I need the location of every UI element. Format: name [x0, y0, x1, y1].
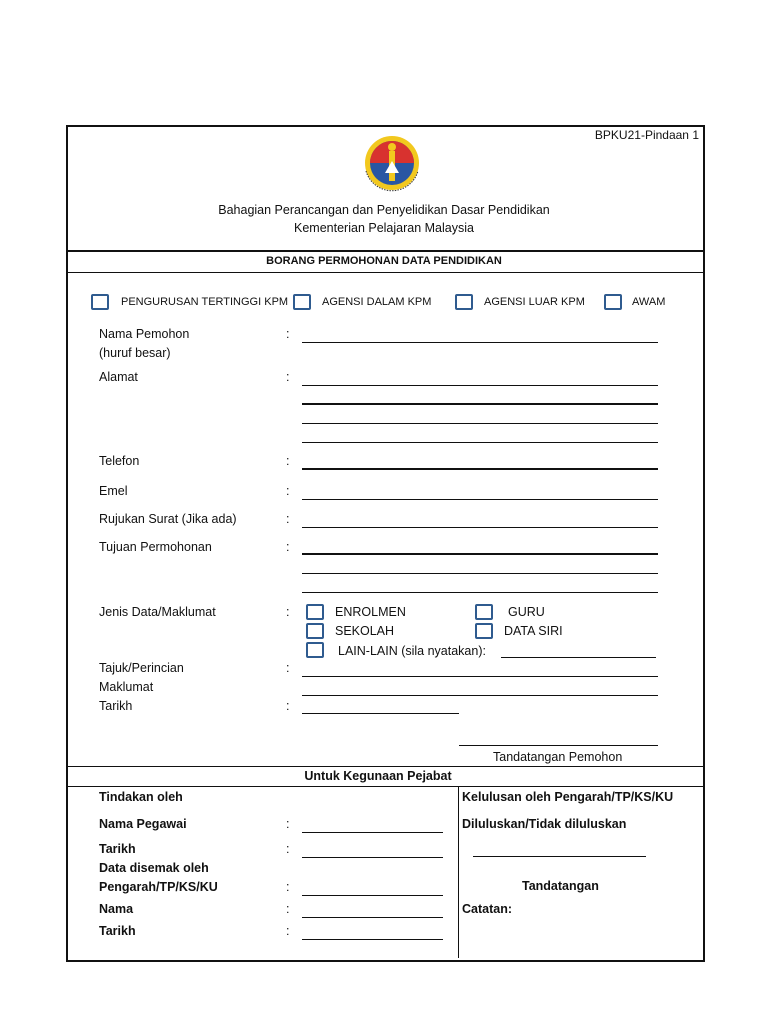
applicant-signature-label: Tandatangan Pemohon: [493, 750, 623, 764]
reference-label: Rujukan Surat (Jika ada): [99, 512, 237, 526]
data-type-sekolah-label: SEKOLAH: [335, 624, 395, 638]
name-input-line[interactable]: [302, 342, 658, 343]
purpose-label: Tujuan Permohonan: [99, 540, 212, 554]
notes-label: Catatan:: [462, 902, 513, 916]
address-input-line[interactable]: [302, 442, 658, 443]
checkbox-guru[interactable]: [475, 604, 493, 620]
divider: [66, 766, 703, 767]
office-column-divider: [458, 786, 459, 958]
divider: [66, 272, 703, 273]
detail-label: Maklumat: [99, 680, 154, 694]
form-title: BORANG PERMOHONAN DATA PENDIDIKAN: [266, 255, 502, 267]
email-label: Emel: [99, 484, 128, 498]
colon: :: [286, 370, 290, 384]
name-note: (huruf besar): [99, 346, 171, 360]
office-section-title: Untuk Kegunaan Pejabat: [304, 769, 452, 783]
approval-signature-label: Tandatangan: [522, 879, 599, 893]
name-label: Nama Pemohon: [99, 327, 190, 341]
ministry-name: Kementerian Pelajaran Malaysia: [294, 221, 474, 235]
divider: [66, 786, 703, 787]
action-by-label: Tindakan oleh: [99, 790, 183, 804]
signature-line[interactable]: [459, 745, 658, 746]
checked-by-input-line[interactable]: [302, 895, 443, 896]
office-name-input-line[interactable]: [302, 917, 443, 918]
colon: :: [286, 880, 290, 894]
approval-status-label: Diluluskan/Tidak diluluskan: [462, 817, 627, 831]
colon: :: [286, 661, 290, 675]
colon: :: [286, 699, 290, 713]
ministry-logo: [352, 133, 432, 197]
data-type-lain-lain-label: LAIN-LAIN (sila nyatakan):: [338, 644, 486, 658]
address-input-line[interactable]: [302, 385, 658, 386]
purpose-input-line[interactable]: [302, 592, 658, 593]
date-label: Tarikh: [99, 699, 133, 713]
reference-input-line[interactable]: [302, 527, 658, 528]
form-code: BPKU21-Pindaan 1: [594, 128, 699, 142]
data-type-guru-label: GURU: [508, 605, 545, 619]
data-type-data-siri-label: DATA SIRI: [504, 624, 563, 638]
address-input-line[interactable]: [302, 403, 658, 405]
office-date2-input-line[interactable]: [302, 939, 443, 940]
colon: :: [286, 924, 290, 938]
divider: [66, 250, 703, 252]
colon: :: [286, 842, 290, 856]
colon: :: [286, 484, 290, 498]
checked-by-label: Pengarah/TP/KS/KU: [99, 880, 218, 894]
checkbox-sekolah[interactable]: [306, 623, 324, 639]
lain-lain-input-line[interactable]: [501, 657, 656, 658]
detail-input-line[interactable]: [302, 676, 658, 677]
detail-label: Tajuk/Perincian: [99, 661, 184, 675]
purpose-input-line[interactable]: [302, 573, 658, 574]
applicant-type-label: AGENSI LUAR KPM: [484, 296, 585, 308]
data-type-label: Jenis Data/Maklumat: [99, 605, 216, 619]
checkbox-data-siri[interactable]: [475, 623, 493, 639]
checkbox-lain-lain[interactable]: [306, 642, 324, 658]
checkbox-enrolmen[interactable]: [306, 604, 324, 620]
address-input-line[interactable]: [302, 423, 658, 424]
detail-input-line[interactable]: [302, 695, 658, 696]
officer-name-input-line[interactable]: [302, 832, 443, 833]
colon: :: [286, 817, 290, 831]
date-input-line[interactable]: [302, 713, 459, 714]
colon: :: [286, 902, 290, 916]
approval-by-label: Kelulusan oleh Pengarah/TP/KS/KU: [462, 790, 674, 804]
colon: :: [286, 540, 290, 554]
office-date2-label: Tarikh: [99, 924, 136, 938]
checkbox-agensi-dalam[interactable]: [293, 294, 311, 310]
email-input-line[interactable]: [302, 499, 658, 500]
address-label: Alamat: [99, 370, 138, 384]
checkbox-agensi-luar[interactable]: [455, 294, 473, 310]
office-date-label: Tarikh: [99, 842, 136, 856]
applicant-type-label: PENGURUSAN TERTINGGI KPM: [121, 296, 289, 308]
org-name: Bahagian Perancangan dan Penyelidikan Dasar Pendidikan: [218, 203, 550, 217]
purpose-input-line[interactable]: [302, 553, 658, 555]
checked-by-label: Data disemak oleh: [99, 861, 209, 875]
checkbox-pengurusan[interactable]: [91, 294, 109, 310]
colon: :: [286, 512, 290, 526]
phone-label: Telefon: [99, 454, 140, 468]
approval-signature-line[interactable]: [473, 856, 646, 857]
colon: :: [286, 605, 290, 619]
office-date-input-line[interactable]: [302, 857, 443, 858]
left-margin-stub: [64, 940, 66, 958]
applicant-type-label: AWAM: [632, 296, 666, 308]
colon: :: [286, 454, 290, 468]
officer-name-label: Nama Pegawai: [99, 817, 187, 831]
phone-input-line[interactable]: [302, 468, 658, 470]
applicant-type-label: AGENSI DALAM KPM: [322, 296, 432, 308]
checkbox-awam[interactable]: [604, 294, 622, 310]
colon: :: [286, 327, 290, 341]
office-name-label: Nama: [99, 902, 134, 916]
data-type-enrolmen-label: ENROLMEN: [335, 605, 406, 619]
